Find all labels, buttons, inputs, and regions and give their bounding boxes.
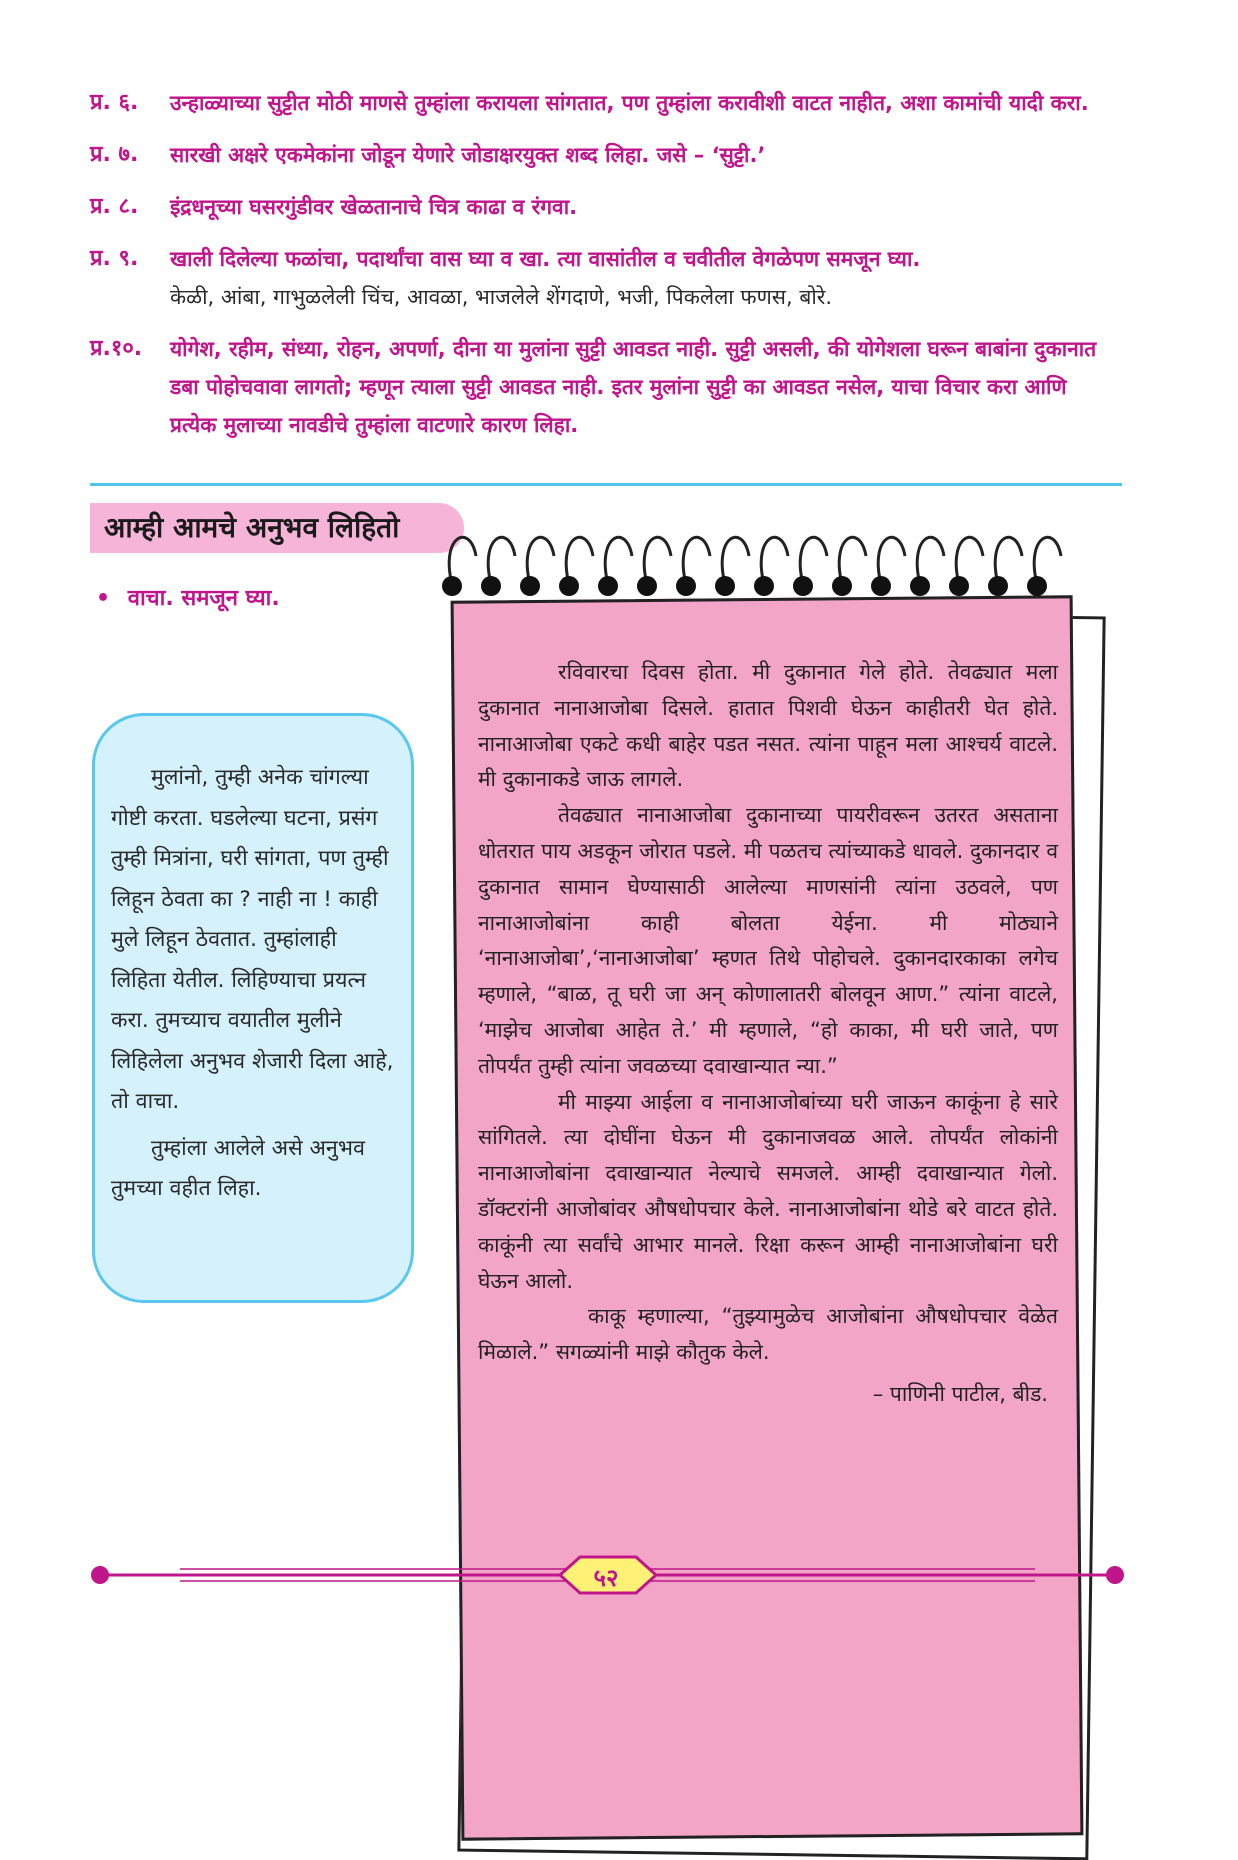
question-10 bbox=[90, 330, 1120, 444]
question-number: प्र. ९. bbox=[90, 246, 139, 271]
questions-list bbox=[90, 84, 1120, 458]
section-title: आम्ही आमचे अनुभव लिहितो bbox=[90, 503, 464, 553]
question-text: इंद्रधनूच्या घसरगुंडीवर खेळतानाचे चित्र काढा व रंगवा. bbox=[170, 195, 578, 219]
bullet-icon: • bbox=[96, 586, 111, 611]
section-divider bbox=[90, 483, 1122, 486]
question-6 bbox=[90, 84, 1120, 122]
question-8 bbox=[90, 188, 1120, 226]
story-para-2: तेवढ्यात नानाआजोबा दुकानाच्या पायरीवरून उतरत असताना धोतरात पाय अडकून जोरात पडले. मी पळतच त्यांच्याकडे धावले. दुकानदार व दुकानात सामान घेण्यासाठी आलेल्या माणसांनी त्यांना उठवले, पण नानाआजोबांना काही बोलता येईना. मी मोठ्याने ‘नानाआजोबा’,‘नानाआजोबा’ म्हणत तिथे पोहोचले. दुकानदारकाका लगेच म्हणाले, “बाळ, तू घरी जा अन् कोणालातरी बोलवून आण.” त्यांना वाटले, ‘माझेच आजोबा आहेत ते.’ मी म्हणाले, “हो काका, मी घरी जाते, पण तोपर्यंत तुम्ही त्यांना जवळच्या दवाखान्यात न्या.” bbox=[478, 803, 1058, 1078]
story-para-1: रविवारचा दिवस होता. मी दुकानात गेले होते. तेवढ्यात मला दुकानात नानाआजोबा दिसले. हातात पिशवी घेऊन काहीतरी घेत होते. नानाआजोबा एकटे कधी बाहेर पडत नसत. त्यांना पाहून मला आश्चर्य वाटले. मी दुकानाकडे जाऊ लागले. bbox=[478, 660, 1058, 792]
question-text: उन्हाळ्याच्या सुट्टीत मोठी माणसे तुम्हांला करायला सांगतात, पण तुम्हांला करावीशी वाटत नाहीत, अशा कामांची यादी करा. bbox=[170, 91, 1089, 115]
info-box-para-2: तुम्हांला आलेले असे अनुभव तुमच्या वहीत लिहा. bbox=[111, 1135, 365, 1201]
info-box bbox=[92, 713, 414, 1303]
question-text: योगेश, रहीम, संध्या, रोहन, अपर्णा, दीना या मुलांना सुट्टी आवडत नाही. सुट्टी असली, की योगेशला घरून बाबांना दुकानात डबा पोहोचवावा लागतो; म्हणून त्याला सुट्टी आवडत नाही. इतर मुलांना सुट्टी का आवडत नसेल, याचा विचार करा आणि प्रत्येक मुलाच्या नावडीचे तुम्हांला वाटणारे कारण लिहा. bbox=[170, 337, 1097, 437]
question-9 bbox=[90, 240, 1120, 316]
story-signature: – पाणिनी पाटील, बीड. bbox=[872, 1381, 1048, 1406]
spiral-rings-icon bbox=[440, 516, 1090, 596]
question-7 bbox=[90, 136, 1120, 174]
question-subtext: केळी, आंबा, गाभुळलेली चिंच, आवळा, भाजलेले शेंगदाणे, भजी, पिकलेला फणस, बोरे. bbox=[170, 285, 833, 309]
question-number: प्र. ७. bbox=[90, 142, 139, 167]
info-box-para-1: मुलांनो, तुम्ही अनेक चांगल्या गोष्टी करता. घडलेल्या घटना, प्रसंग तुम्ही मित्रांना, घरी सांगता, पण तुम्ही लिहून ठेवता का ? नाही ना ! काही मुले लिहून ठेवतात. तुम्हांलाही लिहिता येतील. लिहिण्याचा प्रयत्न करा. तुमच्याच वयातील मुलीने लिहिलेला अनुभव शेजारी दिला आहे, तो वाचा. bbox=[111, 765, 394, 1114]
question-number: प्र. ८. bbox=[90, 194, 139, 219]
question-text: खाली दिलेल्या फळांचा, पदार्थांचा वास घ्या व खा. त्या वासांतील व चवीतील वेगळेपण समजून घ्या. bbox=[170, 247, 921, 271]
story-para-3: मी माझ्या आईला व नानाआजोबांच्या घरी जाऊन काकूंना हे सारे सांगितले. त्या दोघींना घेऊन मी दुकानाजवळ आले. तोपर्यंत लोकांनी नानाआजोबांना दवाखान्यात नेल्याचे समजले. आम्ही दवाखान्यात गेलो. डॉक्टरांनी आजोबांवर औषधोपचार केले. नानाआजोबांना थोडे बरे वाटत होते. काकूंनी त्या सर्वांचे आभार मानले. रिक्षा करून आम्ही नानाआजोबांना घरी घेऊन आलो. bbox=[478, 1089, 1058, 1293]
question-text: सारखी अक्षरे एकमेकांना जोडून येणारे जोडाक्षरयुक्त शब्द लिहा. जसे – ‘सुट्टी.’ bbox=[170, 143, 766, 167]
story-text bbox=[478, 655, 1058, 1413]
page-number: ५२ bbox=[593, 1564, 619, 1592]
instruction bbox=[96, 582, 280, 612]
question-number: प्र. ६. bbox=[90, 90, 139, 115]
instruction-text: वाचा. समजून घ्या. bbox=[127, 586, 280, 611]
story-para-4: काकू म्हणाल्या, “तुझ्यामुळेच आजोबांना औषधोपचार वेळेत मिळाले.” सगळ्यांनी माझे कौतुक केले. bbox=[478, 1304, 1058, 1365]
question-number: प्र.१०. bbox=[90, 336, 143, 361]
